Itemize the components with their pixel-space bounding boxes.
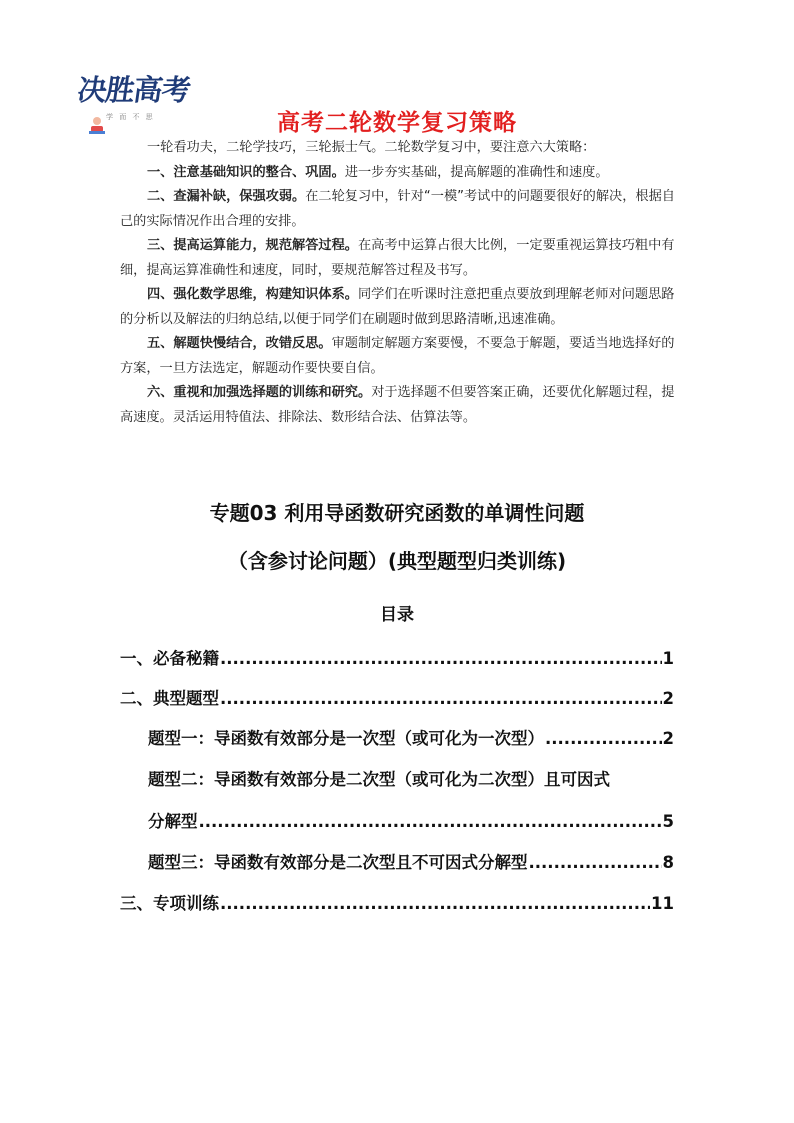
strategy-heading: 六、重视和加强选择题的训练和研究。 <box>147 385 372 400</box>
toc-entry[interactable] <box>148 849 674 873</box>
page-title: 高考二轮数学复习策略 <box>277 110 517 136</box>
strategy-text: 在高考中运算占很大比例，一定要重视运算技巧粗中有细，提高运算准确性和速度，同时，要规范解答过程及书写。 <box>120 238 675 278</box>
toc-entry-label: 一、必备秘籍 <box>120 649 219 668</box>
toc-leader-dots <box>199 812 662 831</box>
toc-entry-label: 题型二：导函数有效部分是二次型（或可化为二次型）且可因式 <box>148 770 610 789</box>
strategy-heading: 三、提高运算能力，规范解答过程。 <box>147 238 358 253</box>
toc-leader-dots <box>220 689 662 708</box>
toc-entry[interactable] <box>120 645 674 669</box>
strategy-text: 同学们在听课时注意把重点要放到理解老师对问题思路的分析以及解法的归纳总结,以便于同学们在刷题时做到思路清晰,迅速准确。 <box>120 287 675 327</box>
logo-text: 决胜高考 <box>75 73 193 107</box>
strategy-heading: 四、强化数学思维，构建知识体系。 <box>147 287 358 302</box>
strategy-paragraph <box>120 234 677 283</box>
toc-entry-page: 11 <box>651 894 674 913</box>
toc-entry-page: 2 <box>662 729 674 748</box>
strategy-text: 进一步夯实基础，提高解题的准确性和速度。 <box>344 164 609 180</box>
toc-entry[interactable] <box>120 890 674 914</box>
toc-entry-page: 8 <box>662 853 674 872</box>
toc-entry-label: 题型一：导函数有效部分是一次型（或可化为一次型） <box>148 729 544 748</box>
toc-entry-page: 5 <box>662 812 674 831</box>
topic-title-line1: 专题03 利用导函数研究函数的单调性问题 <box>209 501 585 525</box>
strategy-paragraph <box>120 185 677 234</box>
intro-lead: 一轮看功夫，二轮学技巧，三轮振士气。二轮数学复习中，要注意六大策略： <box>147 140 596 155</box>
toc-entry-page: 2 <box>662 689 674 708</box>
toc-entry-label: 题型三：导函数有效部分是二次型且不可因式分解型 <box>148 853 528 872</box>
toc-entry-page: 1 <box>662 649 674 668</box>
strategy-heading: 一、注意基础知识的整合、巩固。 <box>147 164 345 180</box>
toc-leader-dots <box>220 894 650 913</box>
strategy-paragraph <box>120 381 677 430</box>
strategy-text: 在二轮复习中，针对“一模”考试中的问题要很好的解决，根据自己的实际情况作出合理的安排。 <box>120 189 675 229</box>
toc-leader-dots <box>220 649 662 668</box>
strategy-text: 审题制定解题方案要慢，不要急于解题，要适当地选择好的方案，一旦方法选定，解题动作要快要自信。 <box>120 336 675 376</box>
strategy-paragraph <box>120 161 677 186</box>
strategy-intro <box>120 136 677 430</box>
toc-entry-label: 分解型 <box>148 812 198 831</box>
toc-entry[interactable] <box>148 808 674 832</box>
toc-entry-label: 三、专项训练 <box>120 894 219 913</box>
strategy-paragraph <box>120 332 677 381</box>
toc-leader-dots <box>545 729 662 748</box>
topic-title-line2: （含参讨论问题）(典型题型归类训练) <box>227 549 567 573</box>
toc-entry[interactable] <box>120 685 674 709</box>
strategy-heading: 二、查漏补缺，保强攻弱。 <box>147 189 306 204</box>
logo-subtext: 学 而 不 思 <box>106 113 155 121</box>
toc-heading: 目录 <box>380 605 414 625</box>
strategy-paragraph <box>120 283 677 332</box>
strategy-text: 对于选择题不但要答案正确，还要优化解题过程，提高速度。灵活运用特值法、排除法、数形结合法、估算法等。 <box>120 385 675 425</box>
toc-entry[interactable] <box>148 725 674 749</box>
toc-entry-continued[interactable] <box>148 766 674 790</box>
toc-entry-label: 二、典型题型 <box>120 689 219 708</box>
toc-leader-dots <box>529 853 662 872</box>
strategy-heading: 五、解题快慢结合，改错反思。 <box>147 336 332 351</box>
